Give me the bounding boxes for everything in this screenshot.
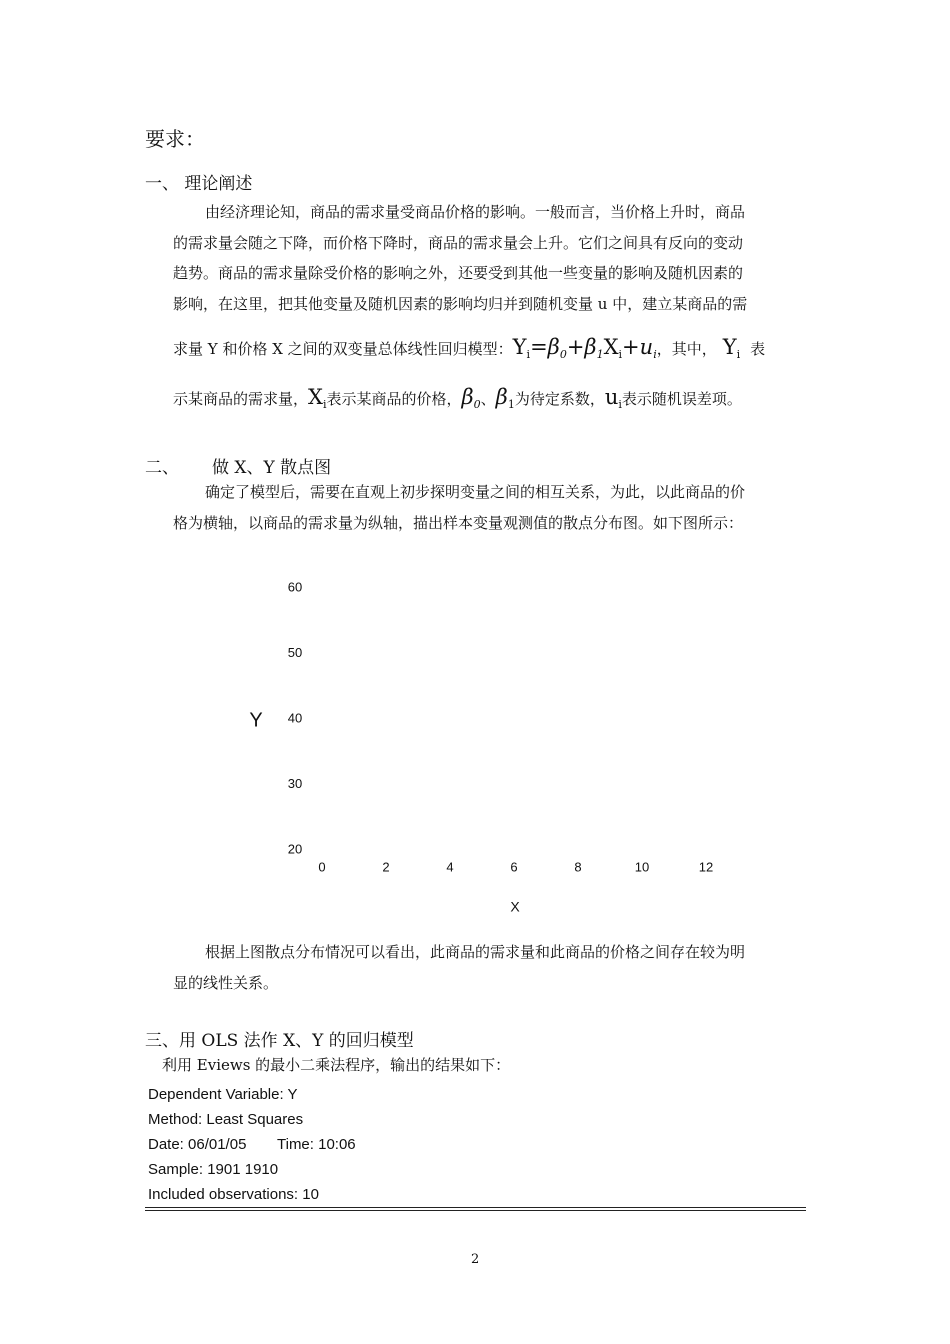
x-tick-label: 10 bbox=[634, 859, 650, 875]
output-dependent-variable: Dependent Variable: Y bbox=[148, 1086, 298, 1103]
s1-line-2: 的需求量会随之下降，而价格下降时，商品的需求量会上升。它们之间具有反向的变动 bbox=[173, 234, 744, 252]
page-heading: 要求： bbox=[145, 127, 205, 151]
x-tick-label: 0 bbox=[318, 859, 326, 875]
y-axis-label: Y bbox=[249, 709, 263, 732]
s1-line-4: 影响，在这里，把其他变量及随机因素的影响均归并到随机变量 u 中，建立某商品的需 bbox=[173, 295, 748, 313]
s1-line-5-text-a: 求量 Y 和价格 X 之间的双变量总体线性回归模型： bbox=[173, 340, 513, 358]
s2-line-2: 格为横轴，以商品的需求量为纵轴，描出样本变量观测值的散点分布图。如下图所示： bbox=[173, 514, 744, 532]
y-tick-label: 20 bbox=[287, 841, 303, 857]
x-tick-label: 12 bbox=[698, 859, 714, 875]
section-2-number: 二、 bbox=[145, 458, 179, 478]
output-sample: Sample: 1901 1910 bbox=[148, 1161, 279, 1178]
s1-line-6: 示某商品的需求量，$X_i$表示某商品的价格，$\beta_0$、$\beta_1$为待定系数，$u_i$表示随机误差项。 bbox=[173, 385, 742, 411]
s1-line-5: 求量 Y 和价格 X 之间的双变量总体线性回归模型：$Y_i=\beta_0+\beta_1X_i+u_i$，其中， $Y_i$ 表 bbox=[173, 335, 766, 361]
x-tick-label: 6 bbox=[510, 859, 518, 875]
x-tick-label: 8 bbox=[574, 859, 582, 875]
output-date: Date: 06/01/05 bbox=[148, 1136, 247, 1153]
y-tick-label: 60 bbox=[287, 579, 303, 595]
s2-after-line-1: 根据上图散点分布情况可以看出，此商品的需求量和此商品的价格之间存在较为明 bbox=[205, 943, 746, 961]
s2-line-1: 确定了模型后，需要在直观上初步探明变量之间的相互关系，为此，以此商品的价 bbox=[205, 483, 746, 501]
s3-intro: 利用 Eviews 的最小二乘法程序，输出的结果如下： bbox=[162, 1056, 511, 1074]
output-observations: Included observations: 10 bbox=[148, 1186, 319, 1203]
model-equation: $Y_i=\beta_0+\beta_1X_i+u_i$ bbox=[512, 335, 657, 361]
page-number: 2 bbox=[471, 1252, 480, 1267]
y-tick-label: 30 bbox=[287, 775, 303, 791]
x-tick-label: 2 bbox=[382, 859, 390, 875]
section-3-title: 三、用 OLS 法作 X、Y 的回归模型 bbox=[145, 1031, 414, 1051]
y-tick-label: 50 bbox=[287, 644, 303, 660]
s1-line-1: 由经济理论知，商品的需求量受商品价格的影响。一般而言，当价格上升时，商品 bbox=[205, 203, 746, 221]
s1-line-3: 趋势。商品的需求量除受价格的影响之外，还要受到其他一些变量的影响及随机因素的 bbox=[173, 264, 744, 282]
y-tick-label: 40 bbox=[287, 710, 303, 726]
s2-after-line-2: 显的线性关系。 bbox=[173, 974, 279, 992]
s1-line-5-text-b: ，其中， bbox=[656, 340, 717, 358]
section-1-title: 一、 理论阐述 bbox=[145, 174, 253, 194]
output-time: Time: 10:06 bbox=[277, 1136, 356, 1153]
output-rule-bottom bbox=[145, 1210, 806, 1211]
output-method: Method: Least Squares bbox=[148, 1111, 304, 1128]
x-axis-label: X bbox=[510, 898, 520, 915]
s1-line-5-text-c: 表 bbox=[750, 340, 766, 358]
x-tick-label: 4 bbox=[446, 859, 454, 875]
section-2-title: 做 X、Y 散点图 bbox=[212, 458, 332, 478]
output-rule-top bbox=[145, 1207, 806, 1208]
